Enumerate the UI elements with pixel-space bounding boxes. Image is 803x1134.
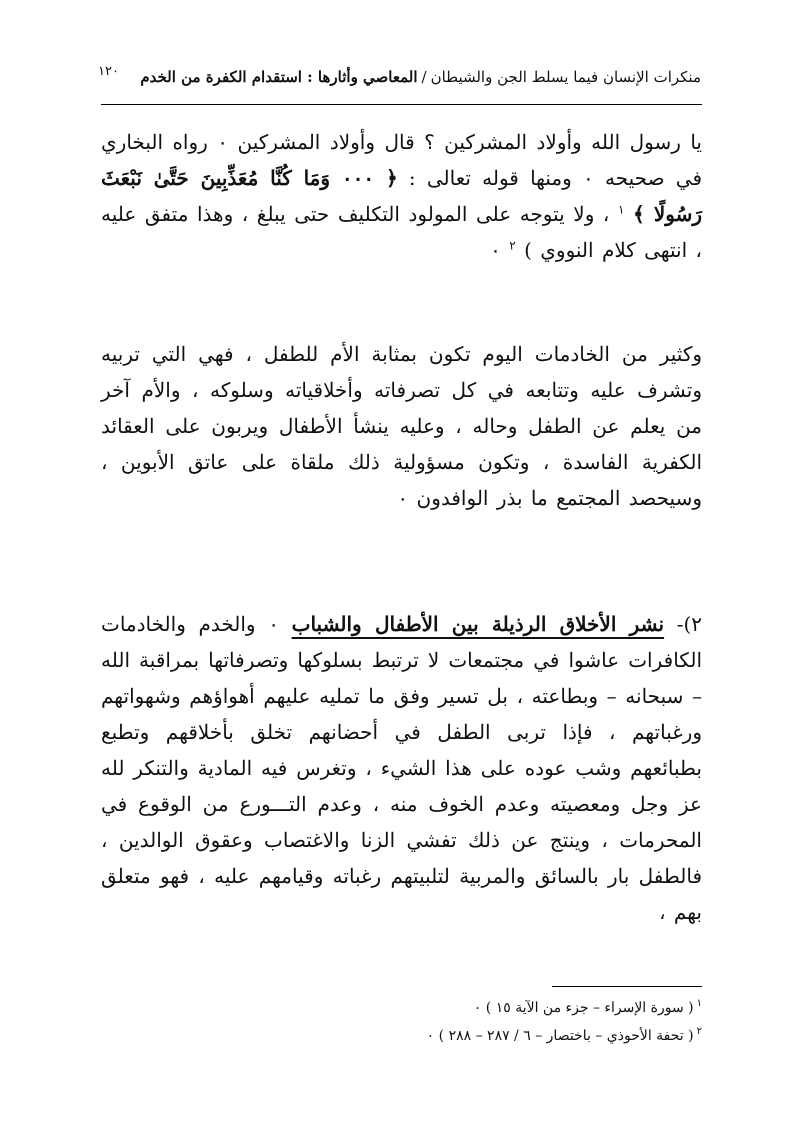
- paragraph-3: [101, 606, 702, 930]
- paragraph-1-continuation: ، ولا يتوجه على المولود التكليف حتى يبلغ ، وهذا متفق عليه ، انتهى كلام النووي ): [101, 202, 702, 262]
- paragraph-1-text: يا رسول الله وأولاد المشركين ؟ قال وأولاد المشركين ٠ رواه البخاري في صحيحه ٠ ومنها قوله تعالى :: [101, 130, 703, 190]
- section-title: نشر الأخلاق الرذيلة بين الأطفال والشباب: [291, 612, 665, 636]
- footnotes: [101, 994, 702, 1050]
- quran-verse: ﴿ ٠٠٠ وَمَا كُنَّا مُعَذِّبِينَ حَتَّىٰ نَبْعَثَ رَسُولًا ﴾: [101, 166, 703, 226]
- paragraph-2: [101, 336, 702, 516]
- paragraph-1-end: ٠: [490, 238, 501, 262]
- header-chapter-title: المعاصي وأثارها : استقدام الكفرة من الخدم: [140, 68, 418, 86]
- footnote-1-number: ١: [696, 998, 702, 1010]
- section-number: ٢)-: [676, 612, 703, 636]
- footnote-1-text: ( سورة الإسراء – جزء من الآية ١٥ ) ٠: [473, 1000, 694, 1016]
- header-divider: [101, 104, 702, 105]
- paragraph-2-text: وكثير من الخادمات اليوم تكون بمثابة الأم للطفل ، فهي التي تربيه وتشرف عليه وتتابعه في كل تصرفاته وأخلاقياته وسلوكه ، والأم آخر من يعلم عن الطفل وحاله ، وعليه ينشأ الأطفال ويربون على العقائد الكفرية الفاسدة ، وتكون مسؤولية ذلك ملقاة على عاتق الأبوين ، وسيحصد المجتمع ما بذر الوافدون ٠: [101, 342, 703, 510]
- footnote-2-text: ( تحفة الأحوذي – باختصار – ٦ / ٢٨٧ – ٢٨٨ ) ٠: [426, 1028, 694, 1044]
- footnote-ref-2[interactable]: ٢: [509, 238, 516, 253]
- running-header: [120, 66, 701, 88]
- header-book-title: منكرات الإنسان فيما يسلط الجن والشيطان: [430, 68, 701, 86]
- paragraph-1: [101, 124, 702, 268]
- footnote-2: [101, 1022, 702, 1050]
- page-number: ١٢٠: [98, 64, 119, 79]
- footnote-ref-1[interactable]: ١: [617, 202, 625, 217]
- header-separator: /: [421, 68, 427, 86]
- footnote-divider: [552, 986, 702, 987]
- footnote-1: [101, 994, 702, 1022]
- footnote-2-number: ٢: [696, 1026, 702, 1038]
- paragraph-3-text: ٠ والخدم والخادمات الكافرات عاشوا في مجتمعات لا ترتبط بسلوكها وتصرفاتها بمراقبة الله – سبحانه – وبطاعته ، بل تسير وفق ما تمليه عليهم أهواؤهم وشهواتهم ورغباتهم ، فإذا تربى الطفل في أحضانهم تخلق بأخلاقهم وتطبع بطبائعهم وشب عوده على هذا الشيء ، وتغرس فيه المادية والتنكر لله عز وجل ومعصيته وعدم الخوف منه ، وعدم التـــورع من الوقوع في المحرمات ، وينتج عن ذلك تفشي الزنا والاغتصاب وعقوق الوالدين ، فالطفل بار بالسائق والمربية لتلبيتهم رغباته وقيامهم عليه ، فهو متعلق بهم ،: [101, 612, 703, 924]
